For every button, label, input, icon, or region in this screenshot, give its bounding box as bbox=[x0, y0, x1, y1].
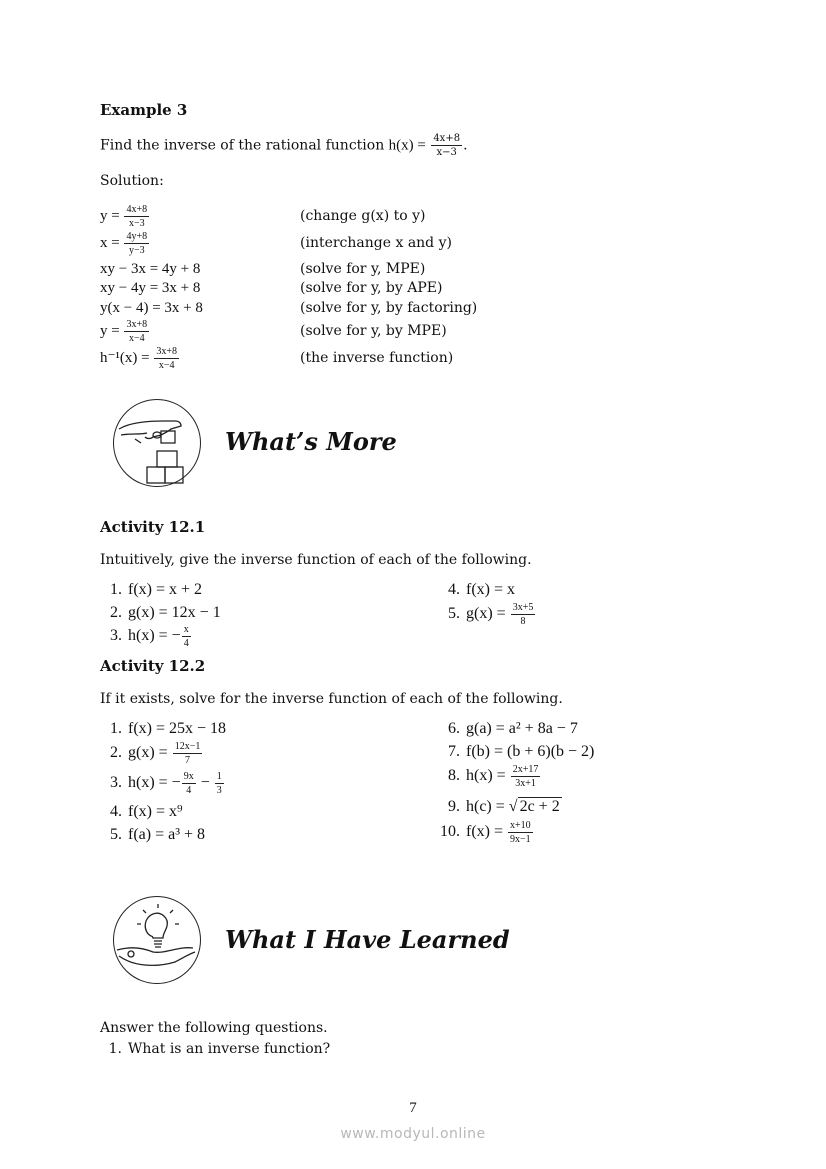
a2-item-6 bbox=[438, 720, 578, 738]
a2-item-3-lhs: h(x) = − bbox=[128, 774, 181, 792]
step-6-num: 3x+8 bbox=[126, 319, 148, 330]
step-5-math: y(x − 4) = 3x + 8 bbox=[100, 300, 203, 316]
a1-item-5-num: 5. bbox=[448, 605, 460, 623]
a2-item-3-numerator-2: 1 bbox=[216, 771, 222, 782]
example-title: Example 3 bbox=[100, 101, 188, 119]
a2-item-8 bbox=[438, 764, 541, 789]
a2-item-4-expr: f(x) = x⁹ bbox=[128, 803, 183, 820]
step-7-math bbox=[100, 346, 180, 371]
a1-item-5-lhs: g(x) = bbox=[466, 605, 506, 623]
activity1-instruction: Intuitively, give the inverse function of each of the following. bbox=[100, 552, 532, 568]
a2-item-3-denominator-2: 3 bbox=[216, 785, 222, 796]
learned-question-1-num: 1. bbox=[108, 1041, 122, 1057]
example-prompt bbox=[100, 133, 468, 158]
step-2-num: 4y+8 bbox=[126, 231, 148, 242]
a1-item-1 bbox=[100, 581, 202, 599]
a2-item-5 bbox=[100, 826, 205, 844]
a1-item-3-num: 3. bbox=[110, 627, 122, 645]
prompt-numerator: 4x+8 bbox=[433, 133, 461, 144]
step-1-num: 4x+8 bbox=[126, 204, 148, 215]
step-3-note: (solve for y, MPE) bbox=[300, 261, 426, 277]
whats-more-heading: What’s More bbox=[225, 427, 397, 456]
a2-item-9-num: 9. bbox=[448, 798, 460, 815]
a2-item-1-num: 1. bbox=[110, 720, 122, 737]
step-6-den: x−4 bbox=[128, 333, 145, 344]
solution-label: Solution: bbox=[100, 173, 164, 189]
a2-item-7-num: 7. bbox=[448, 743, 460, 760]
a2-item-8-denominator: 3x+1 bbox=[515, 778, 536, 789]
a2-item-4 bbox=[100, 803, 183, 821]
a2-item-10-numerator: x+10 bbox=[510, 820, 531, 831]
step-2-den: y−3 bbox=[128, 245, 145, 256]
a2-item-9 bbox=[438, 798, 562, 816]
activity2-title: Activity 12.2 bbox=[100, 657, 206, 675]
step-4-math: xy − 4y = 3x + 8 bbox=[100, 280, 201, 296]
a2-item-3 bbox=[100, 771, 225, 796]
prompt-text: Find the inverse of the rational function bbox=[100, 137, 389, 154]
step-7-num: 3x+8 bbox=[156, 346, 178, 357]
step-1-lhs: y = bbox=[100, 207, 120, 224]
a2-item-3-fraction-1 bbox=[182, 771, 196, 796]
a1-item-5-numerator: 3x+5 bbox=[512, 602, 534, 613]
page-number: 7 bbox=[409, 1100, 417, 1116]
step-2-math bbox=[100, 231, 150, 256]
a2-item-7 bbox=[438, 743, 594, 761]
step-3-math: xy − 3x = 4y + 8 bbox=[100, 261, 201, 277]
learned-instruction: Answer the following questions. bbox=[100, 1020, 328, 1036]
step-1-den: x−3 bbox=[128, 218, 145, 229]
a2-item-2-num: 2. bbox=[110, 744, 122, 762]
a1-item-2-num: 2. bbox=[110, 604, 122, 621]
a1-item-3-denominator: 4 bbox=[183, 638, 189, 649]
a2-item-3-denominator-1: 4 bbox=[186, 785, 192, 796]
a1-item-3-lhs: h(x) = − bbox=[128, 627, 181, 645]
prompt-fraction bbox=[431, 133, 462, 158]
activity1-title: Activity 12.1 bbox=[100, 518, 206, 536]
step-7-den: x−4 bbox=[158, 360, 175, 371]
a2-item-9-lhs: h(c) = √ bbox=[466, 798, 518, 815]
watermark: www.modyul.online bbox=[340, 1126, 486, 1142]
lightbulb-hand-icon bbox=[113, 896, 201, 984]
a1-item-4-num: 4. bbox=[448, 581, 460, 598]
a2-item-10-lhs: f(x) = bbox=[466, 823, 504, 841]
a2-item-1 bbox=[100, 720, 226, 738]
a1-item-4-expr: f(x) = x bbox=[466, 581, 516, 598]
a2-item-8-fraction bbox=[511, 764, 541, 789]
step-1-note: (change g(x) to y) bbox=[300, 208, 426, 224]
prompt-period: . bbox=[463, 137, 468, 154]
step-2-lhs: x = bbox=[100, 234, 120, 251]
a2-item-8-numerator: 2x+17 bbox=[512, 764, 539, 775]
a2-item-2-fraction bbox=[173, 741, 203, 766]
a1-item-3 bbox=[100, 624, 192, 649]
a2-item-10-denominator: 9x−1 bbox=[510, 834, 531, 845]
a1-item-5-fraction bbox=[511, 602, 536, 627]
step-6-lhs: y = bbox=[100, 322, 120, 339]
a2-item-6-expr: g(a) = a² + 8a − 7 bbox=[466, 720, 578, 737]
step-6-note: (solve for y, by MPE) bbox=[300, 323, 447, 339]
a1-item-5 bbox=[438, 602, 536, 627]
a2-item-2-numerator: 12x−1 bbox=[174, 741, 201, 752]
prompt-lhs: h(x) = bbox=[388, 137, 426, 154]
step-7-note: (the inverse function) bbox=[300, 350, 454, 366]
a2-item-2 bbox=[100, 741, 203, 766]
a2-item-3-minus: − bbox=[200, 774, 210, 792]
a2-item-3-fraction-2 bbox=[215, 771, 224, 796]
a2-item-2-denominator: 7 bbox=[185, 755, 190, 766]
a2-item-7-expr: f(b) = (b + 6)(b − 2) bbox=[466, 743, 595, 760]
step-6-math bbox=[100, 319, 150, 344]
step-4-note: (solve for y, by APE) bbox=[300, 280, 443, 296]
a2-item-8-lhs: h(x) = bbox=[466, 767, 506, 785]
a1-item-2-expr: g(x) = 12x − 1 bbox=[128, 604, 221, 621]
learned-heading: What I Have Learned bbox=[225, 925, 510, 954]
a2-item-10-fraction bbox=[508, 820, 533, 845]
step-7-lhs: h⁻¹(x) = bbox=[100, 349, 150, 366]
a2-item-10-num: 10. bbox=[440, 823, 460, 841]
a1-item-1-num: 1. bbox=[110, 581, 122, 598]
a1-item-3-numerator: x bbox=[183, 624, 189, 635]
a1-item-2 bbox=[100, 604, 221, 622]
learned-question-1 bbox=[100, 1041, 330, 1057]
a2-item-3-num: 3. bbox=[110, 774, 122, 792]
step-1-math bbox=[100, 204, 150, 229]
a1-item-1-expr: f(x) = x + 2 bbox=[128, 581, 203, 598]
blocks-hand-icon bbox=[113, 399, 201, 487]
a1-item-5-denominator: 8 bbox=[520, 616, 526, 627]
activity2-instruction: If it exists, solve for the inverse function of each of the following. bbox=[100, 691, 563, 707]
a2-item-1-expr: f(x) = 25x − 18 bbox=[128, 720, 227, 737]
a1-item-4 bbox=[438, 581, 515, 599]
a2-item-8-num: 8. bbox=[448, 767, 460, 785]
a2-item-2-lhs: g(x) = bbox=[128, 744, 168, 762]
a2-item-5-num: 5. bbox=[110, 826, 122, 843]
step-2-fraction bbox=[124, 231, 149, 256]
a1-item-3-fraction bbox=[182, 624, 191, 649]
a2-item-10 bbox=[438, 820, 534, 845]
step-5-note: (solve for y, by factoring) bbox=[300, 300, 478, 316]
step-7-fraction bbox=[154, 346, 179, 371]
a2-item-6-num: 6. bbox=[448, 720, 460, 737]
a2-item-3-numerator-1: 9x bbox=[183, 771, 194, 782]
learned-question-1-text: What is an inverse function? bbox=[128, 1041, 331, 1057]
a2-item-5-expr: f(a) = a³ + 8 bbox=[128, 826, 206, 843]
a2-item-4-num: 4. bbox=[110, 803, 122, 820]
step-2-note: (interchange x and y) bbox=[300, 235, 452, 251]
a2-item-9-radicand: 2c + 2 bbox=[519, 798, 560, 815]
prompt-denominator: x−3 bbox=[436, 147, 457, 158]
step-6-fraction bbox=[124, 319, 149, 344]
step-1-fraction bbox=[124, 204, 149, 229]
